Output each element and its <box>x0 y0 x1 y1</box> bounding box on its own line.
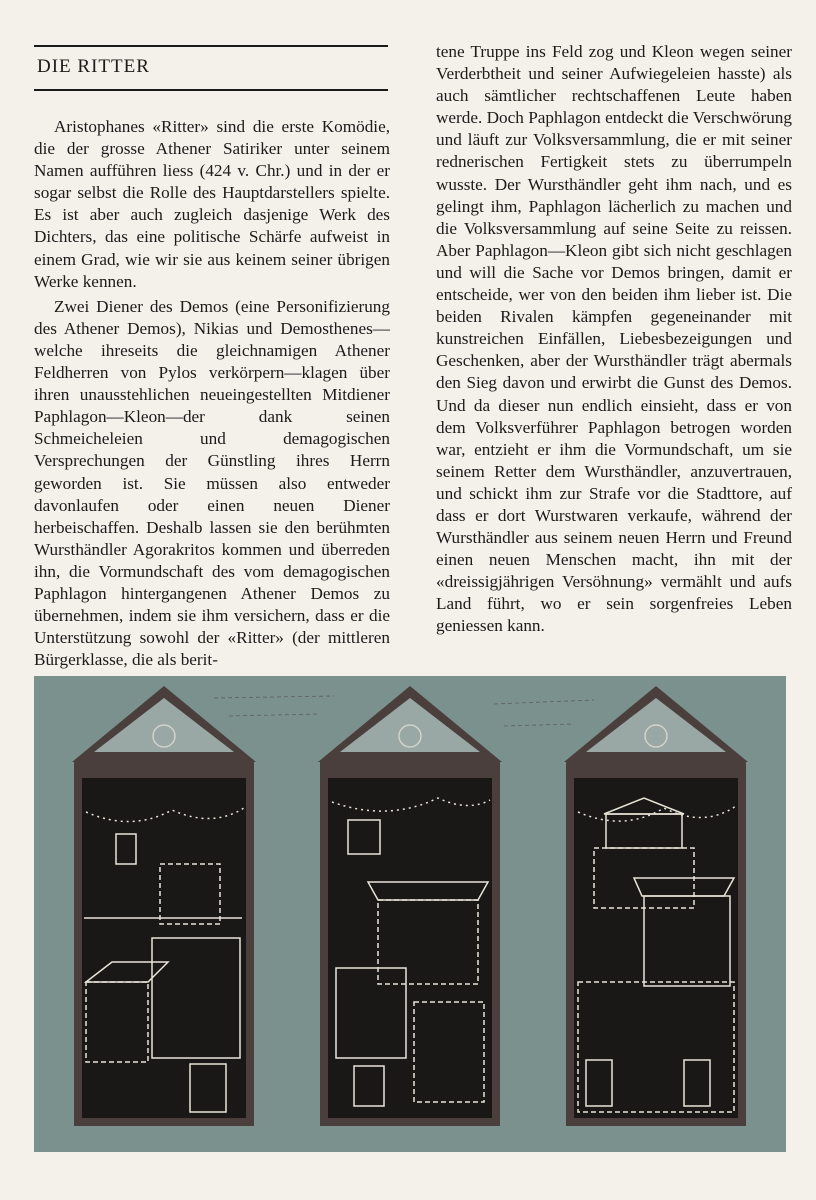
left-text-column <box>34 116 390 671</box>
night-scene <box>82 778 246 1118</box>
heading-rule-top <box>34 45 388 47</box>
stage-panel-right <box>564 686 748 1126</box>
heading-rule-bottom <box>34 89 388 91</box>
left-paragraph-1: Aristophanes «Ritter» sind die erste Komödie, die der grosse Athener Satiriker unter seinem Namen aufführen liess (424 v. Chr.) und in der er sogar selbst die Rolle des Hauptdarstellers spielte. Es ist aber auch zugleich dasjenige Werk des Dichters, das eine politische Schärfe aufweist in einem Grad, wie wir sie aus keinem seiner übrigen Werke kennen. <box>34 117 390 291</box>
night-scene <box>574 778 738 1118</box>
page-heading: DIE RITTER <box>37 56 150 77</box>
left-paragraph-2: Zwei Diener des Demos (eine Personifizierung des Athener Demos), Nikias und Demosthenes—welche ihreseits die gleichnamigen Athener Feldherren von Pylos verkörpern—klagen über ihren unausstehlichen neueingestellten Mitdiener Paphlagon—Kleon—der dank seinen Schmeicheleien und demagogischen Versprechungen der Günstling ihres Herrn geworden ist. Sie müssen also entweder davonlaufen oder einen neuen Diener herbeischaffen. Deshalb lassen sie den berühmten Wursthändler Agorakritos kommen und überreden ihn, die Vormundschaft des vom demagogischen Paphlagon hintergangenen Athener Demos zu übernehmen, indem sie ihm versichern, dass er die Unterstützung sowohl der «Ritter» (der mittleren Bürgerklasse, die als berit- <box>34 296 390 670</box>
stage-design-illustration <box>34 676 786 1152</box>
stage-panel-center <box>318 686 502 1126</box>
right-paragraph-1: tene Truppe ins Feld zog und Kleon wegen seiner Verderbtheit und seiner Aufwiegeleien hasste) als auch sämtlicher rechtschaffenen Leute haben werde. Doch Paphlagon entdeckt die Verschwörung und läuft zur Volksversammlung, die er mit seiner rednerischen Fertigkeit stets zu überrumpeln wusste. Der Wursthändler geht ihm nach, und es gelingt ihm, Paphlagon lächerlich zu machen und die Volksversammlung auf seine Seite zu reissen. Aber Paphlagon—Kleon gibt sich nicht geschlagen und will die Sache vor Demos bringen, damit er entscheide, wer von den beiden ihm lieber ist. Die beiden Rivalen kämpfen gegeneinander mit kunstreichen Einfällen, Liebesbezeigungen und Geschenken, aber der Wursthändler trägt abermals den Sieg davon und erwirbt die Gunst des Demos. Und da dieser nun endlich einsieht, dass er von dem Volksverführer Paphlagon betrogen worden war, entzieht er ihm die Vormundschaft, um sie seinem Retter dem Wursthändler, anzuvertrauen, und schickt ihm zur Strafe vor die Stadttore, auf dass er dort Wurstwaren verkaufe, während der Wursthändler aus seinem neuen Herrn und Freund einen neuen Menschen macht, ihn mit der «dreissigjährigen Versöhnung» vermählt und aufs Land führt, wo er sein sorgenfreies Leben geniessen kann. <box>436 42 792 636</box>
right-text-column <box>436 41 792 638</box>
stage-panel-left <box>72 686 256 1126</box>
night-scene <box>328 778 492 1118</box>
